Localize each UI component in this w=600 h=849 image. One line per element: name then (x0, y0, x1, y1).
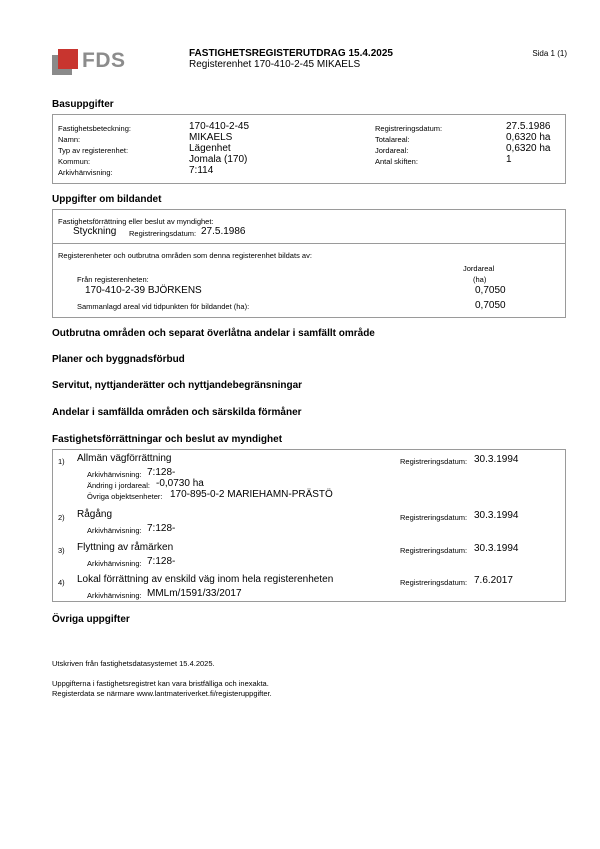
from-unit-value: 170-410-2-39 BJÖRKENS (85, 285, 202, 296)
printed-note: Utskriven från fastighetsdatasystemet 15.4.2025. (52, 659, 215, 668)
heading-forrattningar: Fastighetsförrättningar och beslut av myndighet (52, 434, 283, 445)
detail-value: MMLm/1591/33/2017 (147, 588, 242, 599)
field-label: Totalareal: (375, 135, 410, 144)
reg-value: 27.5.1986 (201, 226, 246, 237)
logo-text: FDS (82, 49, 126, 72)
column-header-unit: (ha) (473, 275, 487, 284)
fds-logo-icon (52, 49, 78, 77)
basuppgifter-box (52, 114, 566, 184)
item-number: 1) (58, 457, 65, 466)
item-title: Allmän vägförrättning (77, 453, 172, 464)
field-label: Kommun: (58, 157, 91, 166)
reg-value: 30.3.1994 (474, 454, 519, 465)
heading-andelar: Andelar i samfällda områden och särskilda förmåner (52, 407, 302, 418)
item-number: 4) (58, 578, 65, 587)
bildad-av-intro: Registerenheter och outbrutna områden som denna registerenhet bildats av: (58, 251, 312, 260)
detail-value: 7:128- (147, 523, 176, 534)
from-unit-area: 0,7050 (475, 285, 506, 296)
field-value: 170-410-2-45 (189, 121, 250, 132)
field-value: Jomala (170) (189, 154, 248, 165)
detail-label: Arkivhänvisning: (87, 470, 142, 479)
item-title: Flyttning av råmärken (77, 542, 174, 553)
heading-basuppgifter: Basuppgifter (52, 99, 114, 110)
field-label: Typ av registerenhet: (58, 146, 129, 155)
item-title: Rågång (77, 509, 113, 520)
field-label: Arkivhänvisning: (58, 168, 113, 177)
field-label: Antal skiften: (375, 157, 418, 166)
from-unit-label: Från registerenheten: (77, 275, 149, 284)
field-value: 0,6320 ha (506, 132, 551, 143)
field-value: Lägenhet (189, 143, 231, 154)
heading-bildandet: Uppgifter om bildandet (52, 194, 162, 205)
heading-planer: Planer och byggnadsförbud (52, 354, 185, 365)
reg-label: Registreringsdatum: (400, 578, 468, 587)
field-value: 27.5.1986 (506, 121, 551, 132)
field-value: 1 (506, 154, 512, 165)
field-value: 0,6320 ha (506, 143, 551, 154)
heading-servitut: Servitut, nyttjanderätter och nyttjandebegränsningar (52, 380, 303, 391)
heading-ovriga: Övriga uppgifter (52, 614, 130, 625)
page-number: Sida 1 (1) (532, 49, 567, 58)
registerdata-note: Registerdata se närmare www.lantmateriverket.fi/registeruppgifter. (52, 689, 272, 698)
reg-value: 30.3.1994 (474, 543, 519, 554)
reg-value: 7.6.2017 (474, 575, 513, 586)
field-value: 7:114 (189, 165, 214, 176)
column-header: Jordareal (463, 264, 495, 273)
forrattningar-box (52, 449, 566, 602)
field-label: Fastighetsbeteckning: (58, 124, 131, 133)
reg-label: Registreringsdatum: (400, 513, 468, 522)
document-title: FASTIGHETSREGISTERUTDRAG 15.4.2025 (189, 48, 393, 59)
field-label: Namn: (58, 135, 81, 144)
detail-value: 7:128- (147, 467, 176, 478)
detail-label: Ändring i jordareal: (87, 481, 150, 490)
reg-label: Registreringsdatum: (129, 229, 197, 238)
detail-label: Arkivhänvisning: (87, 559, 142, 568)
detail-value: 170-895-0-2 MARIEHAMN-PRÄSTÖ (170, 489, 333, 500)
field-label: Jordareal: (375, 146, 409, 155)
detail-value: -0,0730 ha (156, 478, 204, 489)
divider (53, 243, 565, 244)
disclaimer-note: Uppgifterna i fastighetsregistret kan vara bristfälliga och inexakta. (52, 679, 269, 688)
heading-outbrutna: Outbrutna områden och separat överlåtna andelar i samfällt område (52, 328, 375, 339)
detail-label: Arkivhänvisning: (87, 591, 142, 600)
reg-label: Registreringsdatum: (400, 546, 468, 555)
field-label: Registreringsdatum: (375, 124, 443, 133)
detail-label: Arkivhänvisning: (87, 526, 142, 535)
document-subtitle: Registerenhet 170-410-2-45 MIKAELS (189, 59, 361, 70)
detail-value: 7:128- (147, 556, 176, 567)
forrattning-value: Styckning (73, 226, 117, 237)
item-number: 2) (58, 513, 65, 522)
item-title: Lokal förrättning av enskild väg inom hela registerenheten (77, 574, 334, 585)
item-number: 3) (58, 546, 65, 555)
sum-label: Sammanlagd areal vid tidpunkten för bildandet (ha): (77, 302, 250, 311)
field-value: MIKAELS (189, 132, 233, 143)
reg-value: 30.3.1994 (474, 510, 519, 521)
sum-value: 0,7050 (475, 300, 506, 311)
reg-label: Registreringsdatum: (400, 457, 468, 466)
detail-label: Övriga objektsenheter: (87, 492, 163, 501)
forrattning-label: Fastighetsförrättning eller beslut av myndighet: (58, 217, 214, 226)
bildandet-box (52, 209, 566, 318)
